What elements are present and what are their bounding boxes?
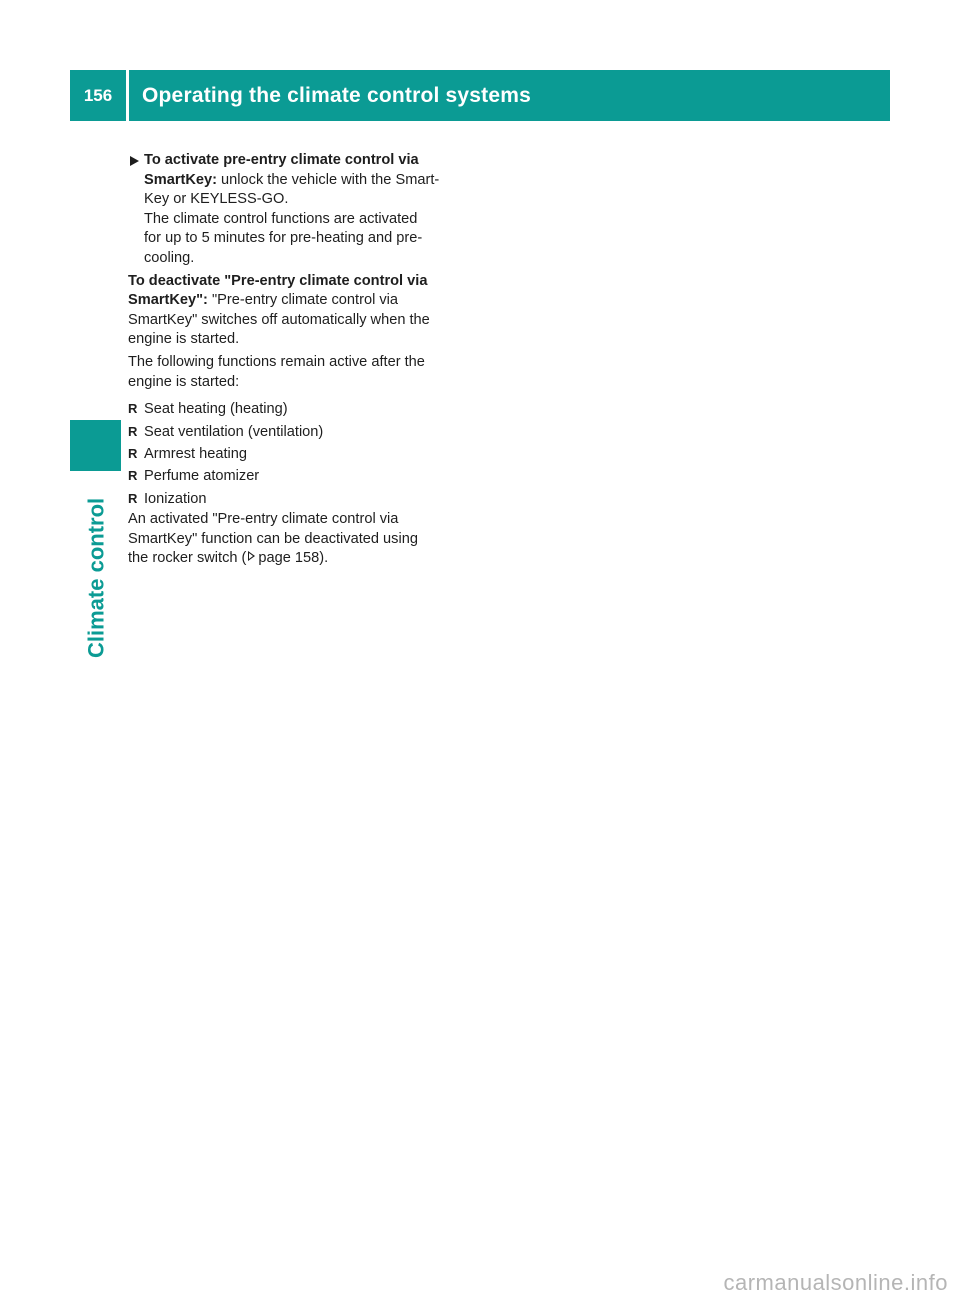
bullet-icon: R xyxy=(128,490,138,506)
function-list xyxy=(128,398,468,510)
bullet-icon: R xyxy=(128,445,138,461)
closing-paragraph xyxy=(128,510,468,569)
instruction-step xyxy=(128,151,468,269)
bullet-icon: R xyxy=(128,423,138,439)
page-number: 156 xyxy=(83,85,113,105)
remain-active-paragraph xyxy=(128,353,468,392)
paragraph-line: The following functions remain active after the xyxy=(128,353,425,370)
step-line: Key or KEYLESS-GO. xyxy=(144,191,289,208)
section-tab-label: Climate control xyxy=(83,497,109,658)
page-title: Operating the climate control systems xyxy=(142,83,532,107)
bullet-icon: R xyxy=(128,468,138,484)
list-item: R Armrest heating xyxy=(128,443,468,465)
step-line: The climate control functions are activated xyxy=(144,210,418,227)
paragraph-line: SmartKey" function can be deactivated using xyxy=(128,530,418,547)
paragraph-line: engine is started: xyxy=(128,373,240,390)
list-item: R Ionization xyxy=(128,488,468,510)
paragraph-line: engine is started. xyxy=(128,331,240,348)
header-divider xyxy=(126,70,129,121)
paragraph-line: SmartKey": "Pre-entry climate control via xyxy=(128,292,399,309)
page-content xyxy=(128,151,468,569)
paragraph-line: An activated "Pre-entry climate control via xyxy=(128,511,399,528)
list-item: R Perfume atomizer xyxy=(128,465,468,487)
section-tab-marker xyxy=(70,420,121,471)
step-line: SmartKey: unlock the vehicle with the Smart- xyxy=(144,171,440,188)
header-bar xyxy=(70,70,890,121)
deactivate-paragraph xyxy=(128,272,468,350)
bullet-icon: R xyxy=(128,401,138,417)
page-reference-link[interactable]: page 158). xyxy=(258,550,329,567)
step-line: for up to 5 minutes for pre-heating and pre- xyxy=(144,230,423,247)
paragraph-line: the rocker switch ( page 158). xyxy=(128,550,329,567)
page-reference-icon xyxy=(248,551,255,561)
step-arrow-icon xyxy=(130,156,139,166)
list-item: R Seat ventilation (ventilation) xyxy=(128,421,468,443)
paragraph-line: To deactivate "Pre-entry climate control via xyxy=(128,272,428,289)
watermark: carmanualsonline.info xyxy=(723,1270,948,1295)
paragraph-line: SmartKey" switches off automatically when the xyxy=(128,311,430,328)
step-line: cooling. xyxy=(144,249,195,266)
step-heading-line: To activate pre-entry climate control via xyxy=(144,152,419,168)
list-item: R Seat heating (heating) xyxy=(128,398,468,420)
